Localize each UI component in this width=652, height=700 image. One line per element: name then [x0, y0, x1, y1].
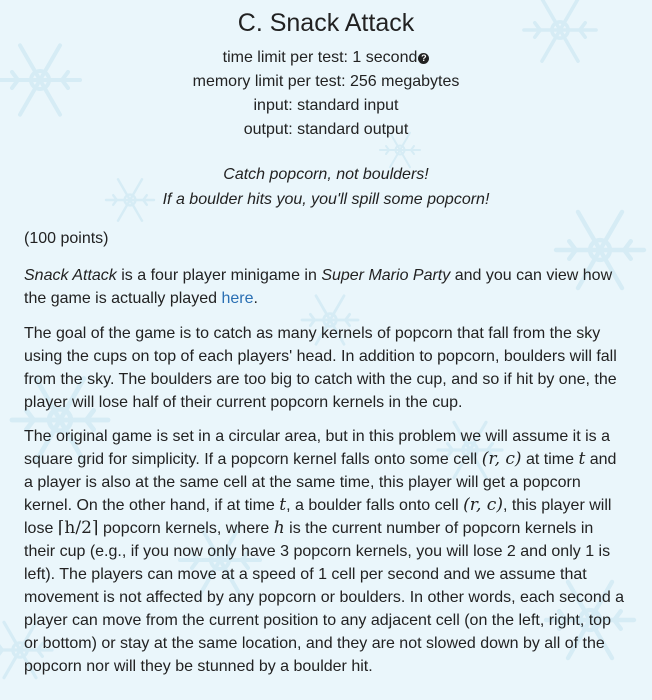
math-cell: (r, c) — [481, 449, 522, 469]
paragraph-intro — [24, 264, 627, 310]
party-name: Super Mario Party — [321, 267, 451, 284]
problem-limits — [0, 46, 652, 142]
game-name: Snack Attack — [24, 267, 117, 284]
text-span: at time — [521, 451, 579, 468]
tagline-line-1: Catch popcorn, not boulders! — [223, 166, 429, 183]
paragraph-rules — [24, 425, 627, 678]
text-span: , a boulder falls onto cell — [286, 497, 464, 514]
here-link[interactable]: here — [221, 290, 254, 307]
math-time: t — [279, 495, 287, 515]
problem-body — [0, 227, 652, 678]
text-span: The original game is set in a circular area, but in this problem we will assume it is a square grid for simplicity. If a popcorn kernel falls onto some cell — [24, 428, 611, 468]
text-span: popcorn kernels, where — [98, 520, 274, 537]
text-span: . — [253, 290, 258, 307]
time-limit-text: time limit per test: 1 second — [222, 49, 418, 66]
problem-tagline — [0, 162, 652, 212]
text-span: and a player is also at the same cell at the same time, this player will get a popcorn kernel. On the other hand, if at time — [24, 451, 617, 514]
paragraph-goal: The goal of the game is to catch as many kernels of popcorn that fall from the sky using the cups on top of each players' head. In addition to popcorn, boulders will fall from the sky. The boulders are too big to catch with the cup, and so if hit by one, the player will lose half of their current popcorn kernels in the cup. — [24, 325, 617, 411]
text-span: , this player will lose — [24, 497, 612, 537]
text-span: is the current number of popcorn kernels in their cup (e.g., if you now only have 3 popcorn kernels, you will lose 2 and only 1 is left). The players can move at a speed of 1 cell per second and we assume that movement is not affected by any popcorn or boulders. In other words, each second a player can move from the current position to any adjacent cell (on the left, right, top or bottom) or stay at the same location, and they are not slowed down by all of the popcorn nor will they be stunned by a boulder hit. — [24, 520, 625, 675]
math-time: t — [578, 449, 586, 469]
math-ceil: ⌈h/2⌉ — [57, 518, 99, 538]
math-cell: (r, c) — [463, 495, 503, 515]
memory-limit: memory limit per test: 256 megabytes — [192, 73, 460, 90]
text-span: and you can view how the game is actually played — [24, 267, 613, 307]
problem-title: C. Snack Attack — [237, 9, 415, 37]
time-limit — [0, 46, 652, 70]
input-file: input: standard input — [253, 97, 399, 114]
math-h: h — [273, 518, 285, 538]
text-span: is a four player minigame in — [116, 267, 322, 284]
tagline-line-2: If a boulder hits you, you'll spill some popcorn! — [162, 191, 490, 208]
question-circle-icon[interactable]: ? — [418, 53, 429, 64]
output-file: output: standard output — [243, 121, 409, 138]
points-label: (100 points) — [24, 230, 109, 247]
